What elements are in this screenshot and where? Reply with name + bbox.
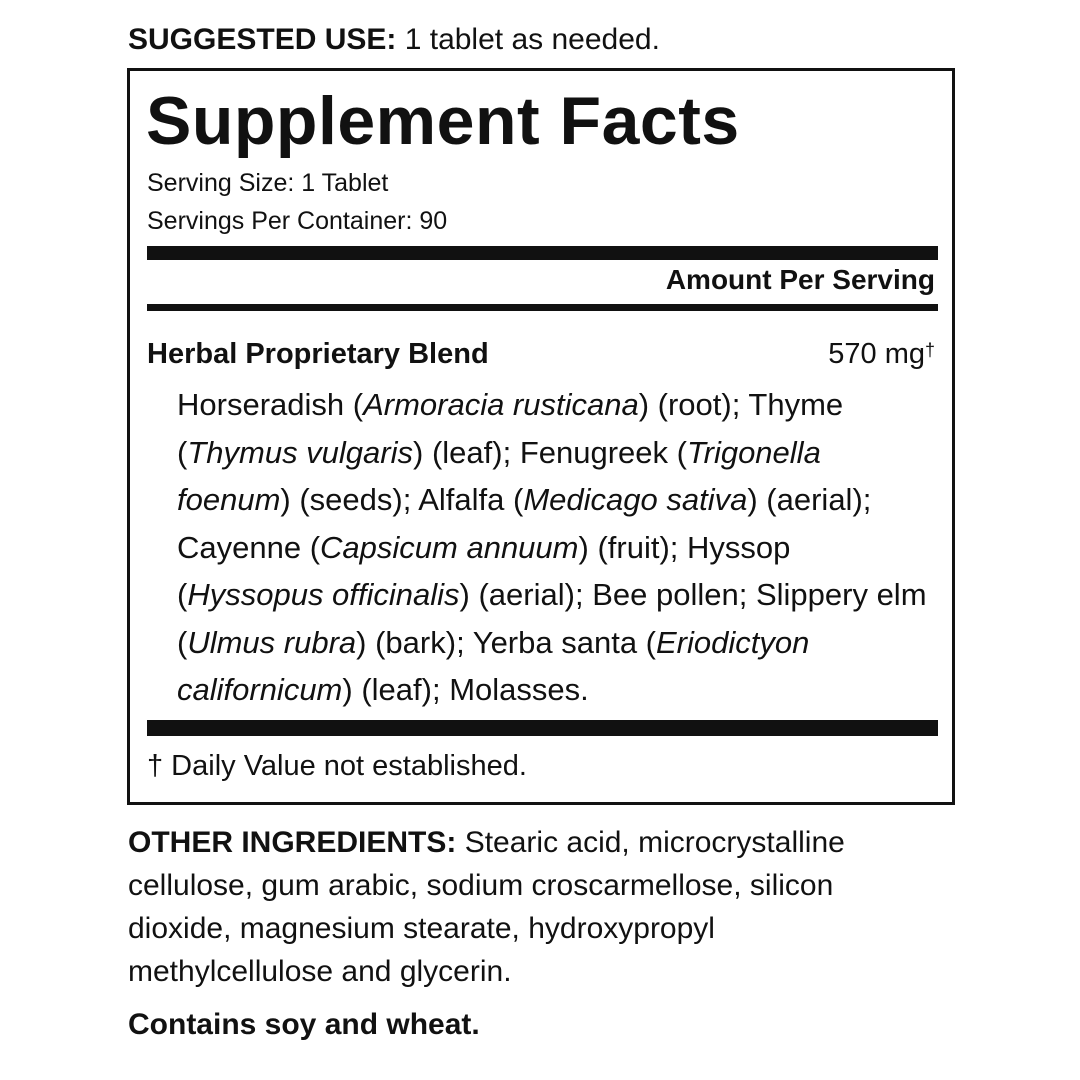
blend-ingredient: Bee pollen; bbox=[592, 577, 756, 612]
facts-title: Supplement Facts bbox=[146, 83, 740, 159]
blend-ingredient: Horseradish (Armoracia rusticana) (root); bbox=[177, 387, 749, 422]
blend-amount-value: 570 mg bbox=[828, 338, 925, 370]
other-ingredients-text: Stearic acid, microcrystalline cellulose, gum arabic, sodium croscarmellose, silicon dioxide, magnesium stearate, hydroxypropyl methylcellulose and glycerin. bbox=[128, 826, 845, 988]
latin-name: Medicago sativa bbox=[523, 482, 748, 517]
allergen-statement: Contains soy and wheat. bbox=[128, 1008, 480, 1041]
blend-ingredient: Alfalfa (Medicago sativa) (aerial); bbox=[418, 482, 872, 517]
suggested-use-text: 1 tablet as needed. bbox=[396, 23, 660, 56]
serving-size: Serving Size: 1 Tablet bbox=[147, 169, 389, 197]
latin-name: Trigonella foenum bbox=[177, 434, 821, 517]
latin-name: Armoracia rusticana bbox=[363, 387, 639, 422]
blend-ingredient: Hyssop (Hyssopus officinalis) (aerial); bbox=[177, 529, 791, 612]
latin-name: Thymus vulgaris bbox=[187, 434, 414, 470]
suggested-use-label: SUGGESTED USE: bbox=[128, 23, 397, 56]
blend-ingredient: Yerba santa (Eriodictyon californicum) (leaf); bbox=[177, 624, 810, 707]
servings-per-container: Servings Per Container: 90 bbox=[147, 207, 448, 235]
blend-amount bbox=[828, 336, 935, 372]
suggested-use bbox=[128, 20, 660, 60]
divider-medium bbox=[147, 304, 938, 311]
other-ingredients-label: OTHER INGREDIENTS: bbox=[128, 826, 457, 859]
dagger-mark: † bbox=[924, 340, 935, 360]
latin-name: Ulmus rubra bbox=[187, 624, 357, 660]
blend-ingredient: Fenugreek (Trigonella foenum) (seeds); bbox=[177, 434, 821, 517]
amount-per-serving-header: Amount Per Serving bbox=[665, 264, 935, 295]
daily-value-footnote: † Daily Value not established. bbox=[147, 750, 527, 782]
divider-thick-bottom bbox=[147, 720, 938, 736]
supplement-facts-panel bbox=[127, 68, 955, 805]
divider-thick bbox=[147, 246, 938, 260]
blend-ingredient: Cayenne (Capsicum annuum) (fruit); bbox=[177, 529, 687, 565]
latin-name: Eriodictyon californicum bbox=[177, 624, 810, 707]
blend-ingredient: Molasses. bbox=[449, 672, 589, 707]
latin-name: Capsicum annuum bbox=[320, 529, 579, 565]
blend-name: Herbal Proprietary Blend bbox=[147, 338, 489, 370]
latin-name: Hyssopus officinalis bbox=[187, 577, 460, 612]
blend-ingredient: Slippery elm (Ulmus rubra) (bark); bbox=[177, 577, 927, 660]
blend-ingredient: Thyme (Thymus vulgaris) (leaf); bbox=[177, 387, 844, 470]
other-ingredients bbox=[128, 821, 928, 993]
blend-ingredient-list bbox=[177, 381, 937, 714]
